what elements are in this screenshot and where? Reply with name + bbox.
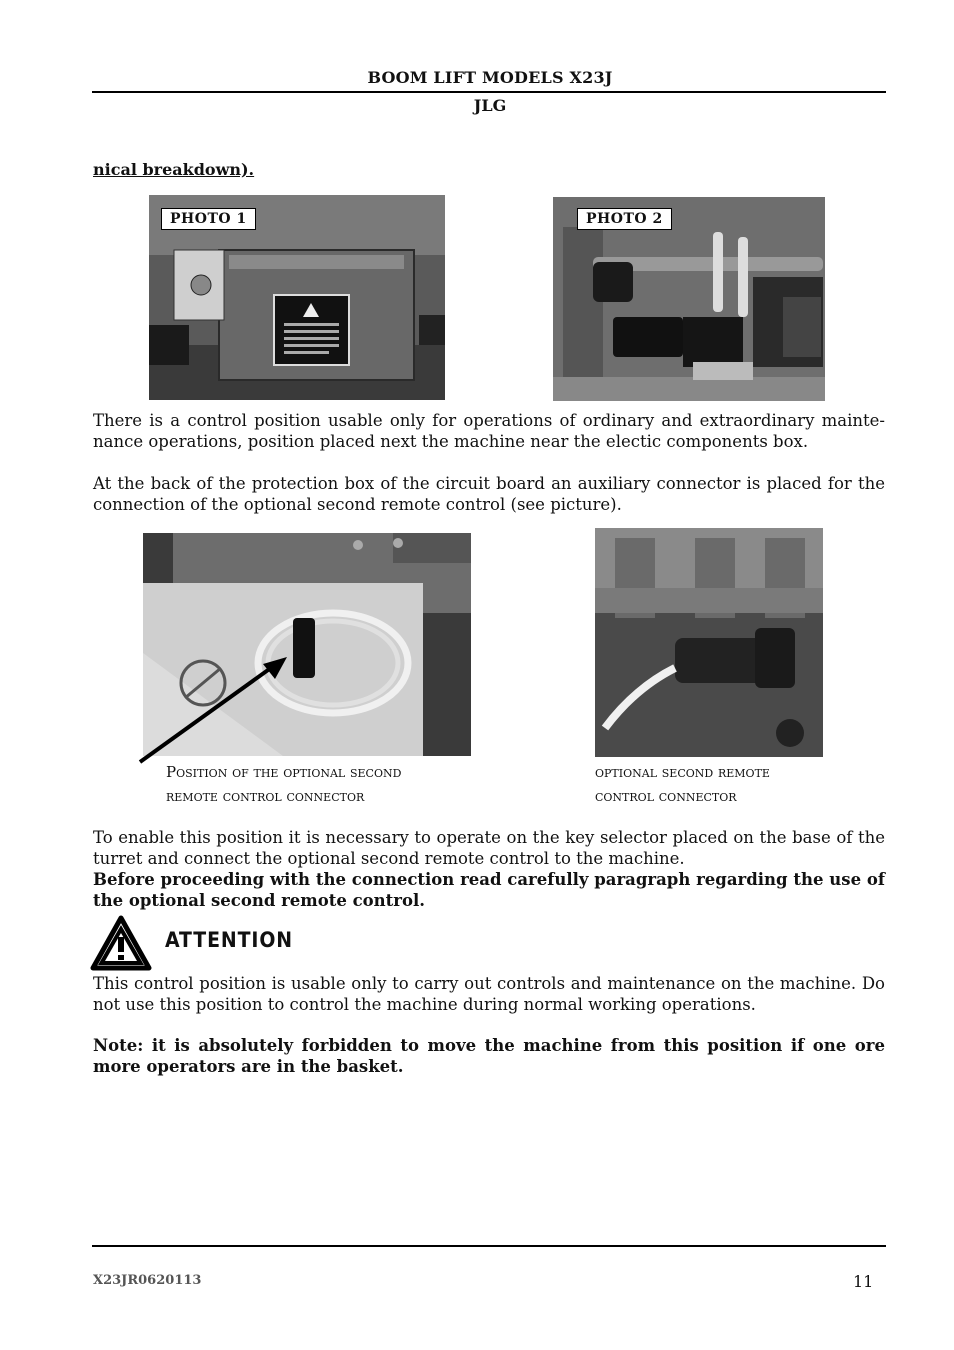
page-number: 11 [853, 1272, 874, 1291]
footer-rule [92, 1245, 886, 1247]
photo-1-label: PHOTO 1 [161, 208, 256, 230]
caption-right-line1: optional second remote [595, 763, 770, 781]
caption-right [595, 760, 770, 808]
photo-2 [553, 197, 825, 401]
caption-left-line1: Position of the optional second [166, 763, 402, 781]
note-text: Note: it is absolutely forbidden to move the machine from this position if one ore more operators are in the basket. [93, 1036, 885, 1076]
attention-text: This control position is usable only to carry out controls and maintenance on the machine. Do not use this position to control the machine during normal working operations. [93, 974, 885, 1014]
paragraph-enable-text: To enable this position it is necessary to operate on the key selector placed on the base of the turret and connect the optional second remote control to the machine. [93, 828, 885, 868]
photo-2-label: PHOTO 2 [577, 208, 672, 230]
caption-left [166, 760, 401, 808]
paragraph-enable-position [93, 827, 885, 911]
attention-title: ATTENTION [165, 928, 294, 952]
paragraph-auxiliary-connector: At the back of the protection box of the circuit board an auxiliary connector is placed for the connection of the optional second remote control (see picture). [93, 474, 885, 514]
paragraph-enable-warning: Before proceeding with the connection read carefully paragraph regarding the use of the optional second remote control. [93, 870, 885, 910]
pointer-arrow [135, 650, 295, 770]
caption-left-line2: remote control connector [166, 787, 365, 805]
document-code: X23JR0620113 [93, 1273, 202, 1288]
section-heading: nical breakdown). [93, 160, 255, 179]
photo-1 [149, 195, 445, 400]
warning-triangle-icon [90, 915, 152, 971]
paragraph-maintenance-position: There is a control position usable only for operations of ordinary and extraordinary mainte-nance operations, position placed next the machine near the electic components box. [93, 411, 885, 451]
header-rule [92, 91, 886, 93]
document-title: BOOM LIFT MODELS X23J [367, 68, 613, 87]
connector-closeup-photo [595, 528, 823, 757]
brand-name: JLG [473, 96, 507, 115]
caption-right-line2: control connector [595, 787, 737, 805]
